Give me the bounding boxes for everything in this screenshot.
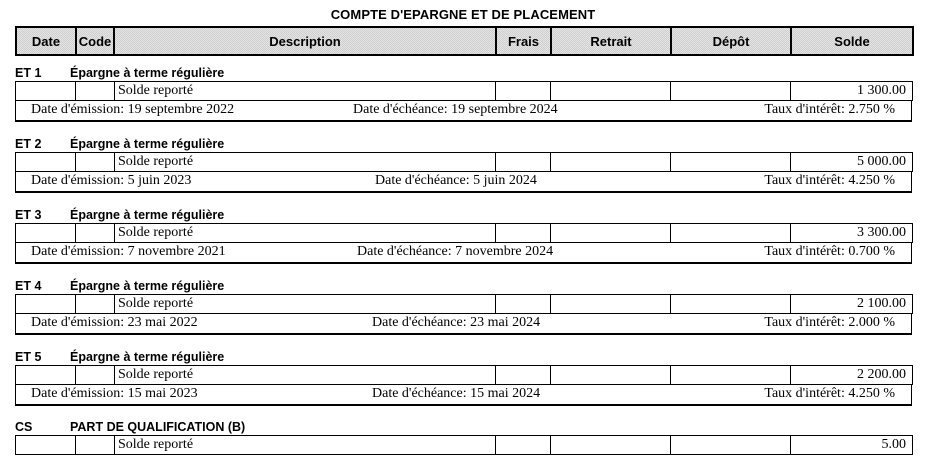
cell-date <box>16 436 76 455</box>
cell-depot <box>671 153 791 172</box>
interest-rate: Taux d'intérêt: 4.250 % <box>764 173 895 188</box>
page-title: COMPTE D'EPARGNE ET DE PLACEMENT <box>330 7 596 22</box>
cell-description: Solde reporté <box>115 82 496 101</box>
transaction-row <box>15 81 913 101</box>
transaction-row <box>15 365 913 385</box>
issue-date: Date d'émission: 19 septembre 2022 <box>31 102 235 117</box>
column-frais: Frais <box>496 27 551 55</box>
maturity-date: Date d'échéance: 19 septembre 2024 <box>353 102 558 117</box>
column-code: Code <box>76 27 114 55</box>
cell-frais <box>496 366 551 385</box>
account-details-row <box>15 243 912 264</box>
issue-date: Date d'émission: 23 mai 2022 <box>31 315 198 330</box>
column-retrait: Retrait <box>551 27 671 55</box>
cell-description: Solde reporté <box>115 153 496 172</box>
account-section-et5 <box>15 350 912 406</box>
account-code: ET 3 <box>15 208 42 222</box>
account-code: ET 5 <box>15 350 42 364</box>
cell-code <box>76 366 115 385</box>
cell-frais <box>496 82 551 101</box>
cell-date <box>16 366 76 385</box>
account-details-row <box>15 101 912 122</box>
cell-retrait <box>551 366 671 385</box>
cell-depot <box>671 224 791 243</box>
cell-retrait <box>551 295 671 314</box>
cell-depot <box>671 82 791 101</box>
interest-rate: Taux d'intérêt: 0.700 % <box>764 244 895 259</box>
cell-description: Solde reporté <box>115 224 496 243</box>
transaction-row <box>15 294 913 314</box>
cell-depot <box>671 295 791 314</box>
cell-retrait <box>551 82 671 101</box>
maturity-date: Date d'échéance: 23 mai 2024 <box>372 315 541 330</box>
cell-retrait <box>551 153 671 172</box>
account-section-et4 <box>15 279 912 335</box>
account-code: ET 2 <box>15 137 42 151</box>
cell-balance: 2 100.00 <box>791 295 913 314</box>
cell-depot <box>671 436 791 455</box>
cell-balance: 5.00 <box>791 436 913 455</box>
account-section-et3 <box>15 208 912 264</box>
cell-balance: 5 000.00 <box>791 153 913 172</box>
column-date: Date <box>16 27 76 55</box>
account-name: Épargne à terme régulière <box>70 208 225 222</box>
account-code: CS <box>15 420 33 434</box>
cell-frais <box>496 224 551 243</box>
maturity-date: Date d'échéance: 15 mai 2024 <box>372 386 541 401</box>
cell-retrait <box>551 436 671 455</box>
account-details-row <box>15 385 912 406</box>
issue-date: Date d'émission: 5 juin 2023 <box>31 173 192 188</box>
column-solde: Solde <box>791 27 913 55</box>
transaction-row <box>15 435 913 455</box>
cell-date <box>16 153 76 172</box>
cell-description: Solde reporté <box>115 366 496 385</box>
cell-code <box>76 436 115 455</box>
account-details-row <box>15 314 912 335</box>
cell-code <box>76 82 115 101</box>
account-name: Épargne à terme régulière <box>70 279 225 293</box>
cell-depot <box>671 366 791 385</box>
interest-rate: Taux d'intérêt: 2.000 % <box>764 315 895 330</box>
account-section-et1 <box>15 66 912 122</box>
cell-code <box>76 224 115 243</box>
transaction-row <box>15 152 913 172</box>
cell-description: Solde reporté <box>115 295 496 314</box>
account-section-cs <box>15 420 912 455</box>
maturity-date: Date d'échéance: 5 juin 2024 <box>375 173 537 188</box>
cell-code <box>76 153 115 172</box>
issue-date: Date d'émission: 7 novembre 2021 <box>31 244 226 259</box>
column-depot: Dépôt <box>671 27 791 55</box>
cell-balance: 1 300.00 <box>791 82 913 101</box>
cell-balance: 2 200.00 <box>791 366 913 385</box>
cell-frais <box>496 153 551 172</box>
account-section-et2 <box>15 137 912 193</box>
account-details-row <box>15 172 912 193</box>
column-description: Description <box>114 27 496 55</box>
cell-frais <box>496 295 551 314</box>
cell-code <box>76 295 115 314</box>
account-code: ET 4 <box>15 279 42 293</box>
maturity-date: Date d'échéance: 7 novembre 2024 <box>357 244 554 259</box>
account-name: Épargne à terme régulière <box>70 137 225 151</box>
cell-description: Solde reporté <box>115 436 496 455</box>
cell-retrait <box>551 224 671 243</box>
account-name: Épargne à terme régulière <box>70 350 225 364</box>
cell-date <box>16 224 76 243</box>
issue-date: Date d'émission: 15 mai 2023 <box>31 386 198 401</box>
column-header-row <box>15 26 914 56</box>
interest-rate: Taux d'intérêt: 4.250 % <box>764 386 895 401</box>
cell-date <box>16 82 76 101</box>
account-name: PART DE QUALIFICATION (B) <box>70 420 246 434</box>
transaction-row <box>15 223 913 243</box>
cell-balance: 3 300.00 <box>791 224 913 243</box>
account-code: ET 1 <box>15 66 42 80</box>
cell-frais <box>496 436 551 455</box>
interest-rate: Taux d'intérêt: 2.750 % <box>764 102 895 117</box>
account-name: Épargne à terme régulière <box>70 66 225 80</box>
cell-date <box>16 295 76 314</box>
